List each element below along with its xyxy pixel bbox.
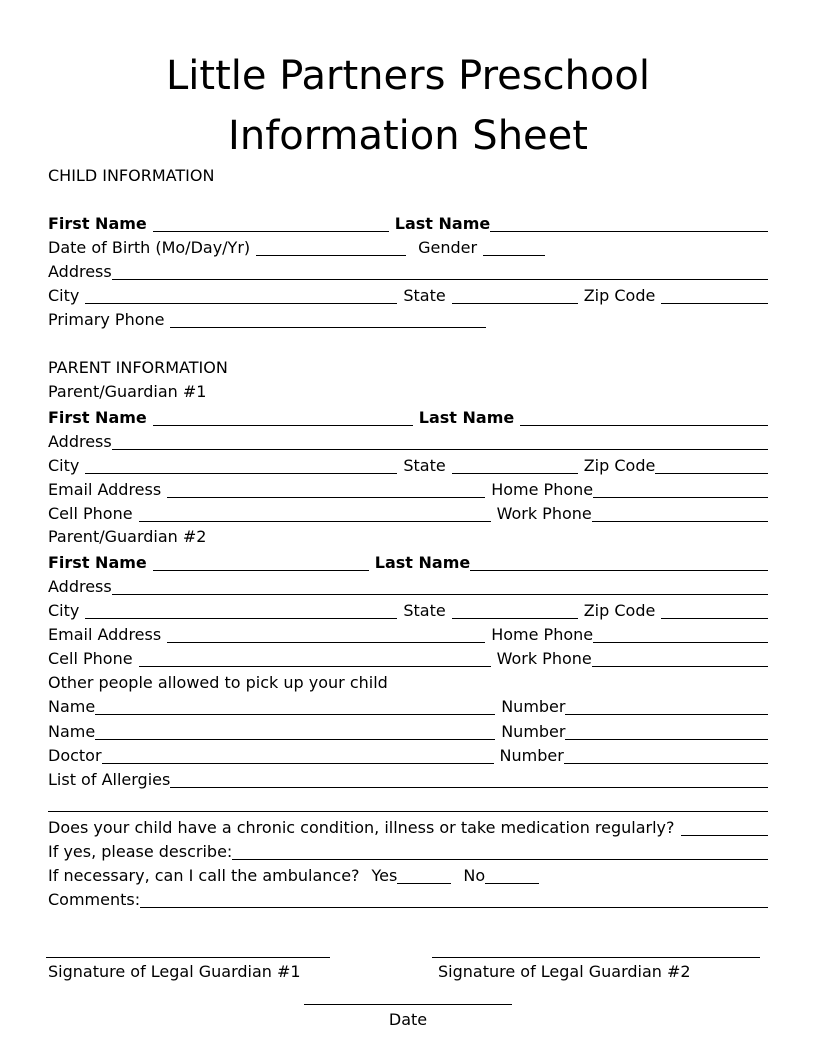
child-name-row (48, 212, 768, 236)
chronic-label: Does your child have a chronic condition, illness or take medication regularly? (48, 818, 675, 837)
comments-label: Comments: (48, 890, 141, 909)
g2-first-name-field[interactable] (153, 570, 369, 571)
g2-state-field[interactable] (452, 618, 578, 619)
pickup1-row (48, 695, 768, 719)
child-section-heading: CHILD INFORMATION (48, 166, 215, 185)
doctor-row (48, 744, 768, 768)
g1-state-label: State (403, 456, 446, 475)
g1-cell-label: Cell Phone (48, 504, 133, 523)
g2-email-field[interactable] (167, 642, 485, 643)
g2-email-label: Email Address (48, 625, 162, 644)
pickup1-name-label: Name (48, 697, 96, 716)
g1-home-phone-label: Home Phone (491, 480, 594, 499)
child-last-name-field[interactable] (490, 231, 768, 232)
child-dob-field[interactable] (256, 255, 406, 256)
child-phone-field[interactable] (170, 327, 486, 328)
chronic-field[interactable] (681, 835, 768, 836)
guardian2-heading: Parent/Guardian #2 (48, 527, 207, 546)
date-line[interactable] (304, 1004, 512, 1005)
ambulance-label: If necessary, can I call the ambulance? (48, 866, 360, 885)
describe-row (48, 840, 768, 864)
g2-cell-field[interactable] (139, 666, 491, 667)
g2-city-field[interactable] (85, 618, 397, 619)
child-city-row (48, 284, 768, 308)
g2-cell-label: Cell Phone (48, 649, 133, 668)
g1-cell-row (48, 502, 768, 526)
signature2-line[interactable] (432, 957, 760, 958)
ambulance-no-label: No (463, 866, 486, 885)
g2-name-row (48, 551, 768, 575)
g1-work-phone-label: Work Phone (496, 504, 592, 523)
g2-state-label: State (403, 601, 446, 620)
child-gender-field[interactable] (483, 255, 545, 256)
comments-row (48, 888, 768, 912)
g2-home-phone-field[interactable] (593, 642, 768, 643)
pickup1-number-field[interactable] (565, 714, 768, 715)
doctor-field[interactable] (102, 763, 494, 764)
g1-address-row (48, 430, 768, 454)
g1-state-field[interactable] (452, 473, 578, 474)
pickup1-number-label: Number (501, 697, 566, 716)
g1-zip-label: Zip Code (583, 456, 656, 475)
comments-field[interactable] (140, 907, 768, 908)
doctor-number-label: Number (499, 746, 564, 765)
child-first-name-label: First Name (48, 214, 147, 233)
g1-email-label: Email Address (48, 480, 162, 499)
page-subtitle: Information Sheet (228, 113, 588, 159)
child-phone-row (48, 308, 768, 332)
g2-city-row (48, 599, 768, 623)
describe-field[interactable] (232, 859, 768, 860)
g1-last-name-field[interactable] (520, 425, 768, 426)
child-state-field[interactable] (452, 303, 578, 304)
g1-city-label: City (48, 456, 80, 475)
child-gender-label: Gender (418, 238, 478, 257)
g2-address-row (48, 575, 768, 599)
g2-work-phone-field[interactable] (592, 666, 768, 667)
g1-city-field[interactable] (85, 473, 397, 474)
describe-label: If yes, please describe: (48, 842, 233, 861)
g1-zip-field[interactable] (655, 473, 768, 474)
ambulance-row (48, 864, 768, 888)
g2-zip-label: Zip Code (583, 601, 656, 620)
g1-address-label: Address (48, 432, 112, 451)
signature2-label: Signature of Legal Guardian #2 (438, 962, 691, 981)
g1-last-name-label: Last Name (418, 408, 515, 427)
g1-home-phone-field[interactable] (593, 497, 768, 498)
g1-name-row (48, 406, 768, 430)
pickup1-name-field[interactable] (95, 714, 495, 715)
g1-work-phone-field[interactable] (592, 521, 768, 522)
page-title: Little Partners Preschool (166, 53, 650, 99)
doctor-label: Doctor (48, 746, 102, 765)
allergies-field[interactable] (170, 787, 768, 788)
g1-address-field[interactable] (112, 449, 768, 450)
g2-email-row (48, 623, 768, 647)
child-city-field[interactable] (85, 303, 397, 304)
ambulance-yes-field[interactable] (397, 883, 451, 884)
g2-address-label: Address (48, 577, 112, 596)
allergies-label: List of Allergies (48, 770, 171, 789)
allergies-row (48, 768, 768, 792)
allergies-extra-line[interactable] (48, 811, 768, 812)
guardian1-heading: Parent/Guardian #1 (48, 382, 207, 401)
g2-city-label: City (48, 601, 80, 620)
ambulance-yes-label: Yes (371, 866, 398, 885)
pickup-heading: Other people allowed to pick up your child (48, 673, 388, 692)
child-city-label: City (48, 286, 80, 305)
pickup2-number-label: Number (501, 722, 566, 741)
g2-home-phone-label: Home Phone (491, 625, 594, 644)
child-zip-field[interactable] (661, 303, 768, 304)
pickup2-row (48, 720, 768, 744)
g2-work-phone-label: Work Phone (496, 649, 592, 668)
child-state-label: State (403, 286, 446, 305)
g1-first-name-label: First Name (48, 408, 147, 427)
chronic-row (48, 816, 768, 840)
pickup2-name-field[interactable] (95, 739, 495, 740)
g1-cell-field[interactable] (139, 521, 491, 522)
g2-last-name-label: Last Name (374, 553, 471, 572)
child-phone-label: Primary Phone (48, 310, 165, 329)
g2-address-field[interactable] (112, 594, 768, 595)
doctor-number-field[interactable] (564, 763, 768, 764)
g1-email-row (48, 478, 768, 502)
parent-section-heading: PARENT INFORMATION (48, 358, 228, 377)
date-label: Date (388, 1010, 428, 1029)
child-last-name-label: Last Name (394, 214, 491, 233)
signature1-line[interactable] (46, 957, 330, 958)
child-address-row (48, 260, 768, 284)
g2-zip-field[interactable] (661, 618, 768, 619)
child-zip-label: Zip Code (583, 286, 656, 305)
child-address-label: Address (48, 262, 112, 281)
g1-first-name-field[interactable] (153, 425, 413, 426)
g1-email-field[interactable] (167, 497, 485, 498)
child-dob-label: Date of Birth (Mo/Day/Yr) (48, 238, 251, 257)
signature1-label: Signature of Legal Guardian #1 (48, 962, 301, 981)
g2-first-name-label: First Name (48, 553, 147, 572)
g2-last-name-field[interactable] (470, 570, 768, 571)
g1-city-row (48, 454, 768, 478)
child-dob-row (48, 236, 768, 260)
ambulance-no-field[interactable] (485, 883, 539, 884)
g2-cell-row (48, 647, 768, 671)
pickup2-name-label: Name (48, 722, 96, 741)
child-first-name-field[interactable] (153, 231, 389, 232)
pickup2-number-field[interactable] (565, 739, 768, 740)
child-address-field[interactable] (112, 279, 768, 280)
